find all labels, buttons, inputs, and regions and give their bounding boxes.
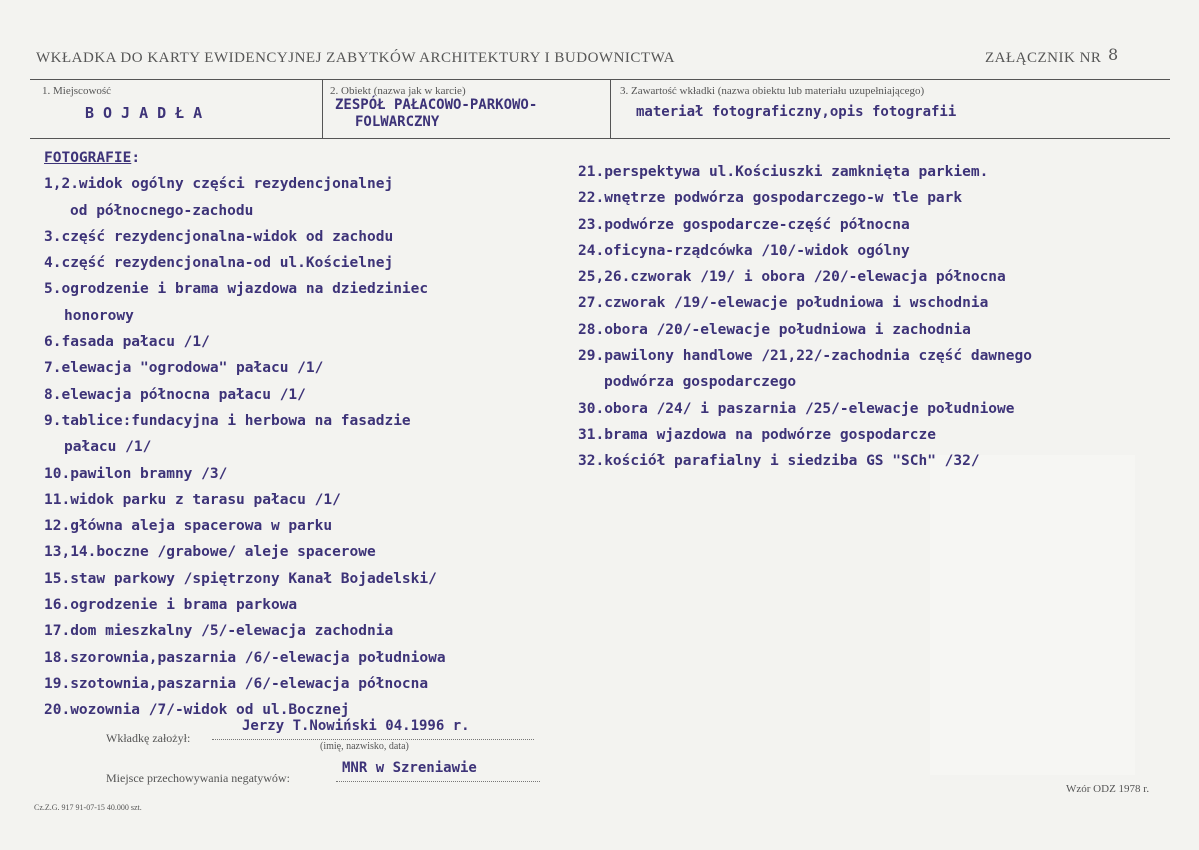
list-item: 7.elewacja "ogrodowa" pałacu /1/ (44, 360, 324, 377)
founded-hint: (imię, nazwisko, data) (320, 741, 409, 752)
list-item: pałacu /1/ (64, 439, 152, 456)
founded-value: Jerzy T.Nowiński 04.1996 r. (242, 718, 470, 734)
place-value: BOJADŁA (85, 104, 212, 122)
photo-list-right (578, 159, 1032, 475)
list-item: 18.szorownia,paszarnia /6/-elewacja południowa (44, 649, 446, 666)
form-title: WKŁADKA DO KARTY EWIDENCYJNEJ ZABYTKÓW ARCHITEKTURY I BUDOWNICTWA (36, 50, 675, 66)
list-item: 28.obora /20/-elewacje południowa i zachodnia (578, 321, 971, 338)
list-item: 12.główna aleja spacerowa w parku (44, 518, 333, 535)
list-item: 8.elewacja północna pałacu /1/ (44, 386, 306, 403)
contents-label: 3. Zawartość wkładki (nazwa obiektu lub materiału uzupełniającego) (620, 85, 925, 97)
print-code: Cz.Z.G. 917 91-07-15 40.000 szt. (34, 803, 142, 812)
section-title: FOTOGRAFIE (44, 150, 132, 166)
list-item: 6.fasada pałacu /1/ (44, 334, 210, 351)
storage-label: Miejsce przechowywania negatywów: (106, 771, 290, 785)
list-item: 23.podwórze gospodarcze-część północna (578, 216, 910, 233)
list-item: honorowy (64, 307, 134, 324)
list-item: 17.dom mieszkalny /5/-elewacja zachodnia (44, 623, 394, 640)
list-item: 4.część rezydencjonalna-od ul.Kościelnej (44, 255, 394, 272)
paper-stain (930, 455, 1135, 775)
list-item: 29.pawilony handlowe /21,22/-zachodnia część dawnego (578, 348, 1032, 365)
object-value-line1: ZESPÓŁ PAŁACOWO-PARKOWO- (335, 97, 538, 113)
attachment-label: ZAŁĄCZNIK NR (985, 50, 1102, 66)
header-top-rule (30, 79, 1170, 80)
field-divider-1 (322, 79, 323, 138)
section-colon: : (131, 150, 141, 166)
attachment-number: 8 (1108, 45, 1119, 64)
founded-line (212, 738, 534, 740)
list-item: 32.kościół parafialny i siedziba GS "SCh" /32/ (578, 453, 980, 470)
list-item: 11.widok parku z tarasu pałacu /1/ (44, 491, 341, 508)
list-item: 27.czworak /19/-elewacje południowa i wschodnia (578, 295, 989, 312)
list-item: 21.perspektywa ul.Kościuszki zamknięta parkiem. (578, 164, 989, 180)
contents-value: materiał fotograficzny,opis fotografii (636, 104, 957, 120)
list-item: 31.brama wjazdowa na podwórze gospodarcze (578, 426, 936, 443)
list-item: 24.oficyna-rządcówka /10/-widok ogólny (578, 242, 910, 259)
section-heading (44, 145, 446, 171)
founded-label: Wkładkę założył: (106, 731, 191, 745)
list-item: 20.wozownia /7/-widok od ul.Bocznej (44, 702, 350, 719)
object-label: 2. Obiekt (nazwa jak w karcie) (330, 85, 466, 97)
header-bottom-rule (30, 138, 1170, 139)
list-item: 19.szotownia,paszarnia /6/-elewacja północna (44, 675, 429, 692)
list-item: 1,2.widok ogólny części rezydencjonalnej (44, 176, 394, 193)
list-item: od północnego-zachodu (70, 202, 254, 219)
list-item: 5.ogrodzenie i brama wjazdowa na dziedziniec (44, 281, 429, 298)
list-item: 22.wnętrze podwórza gospodarczego-w tle park (578, 190, 963, 207)
photo-list-left (44, 145, 446, 724)
list-item: 30.obora /24/ i paszarnia /25/-elewacje południowe (578, 400, 1015, 417)
storage-line (336, 780, 540, 782)
list-item: 15.staw parkowy /spiętrzony Kanał Bojadelski/ (44, 570, 437, 587)
list-item: 13,14.boczne /grabowe/ aleje spacerowe (44, 544, 376, 561)
form-code: Wzór ODZ 1978 r. (1066, 783, 1150, 795)
place-label: 1. Miejscowość (42, 85, 112, 97)
list-item: 10.pawilon bramny /3/ (44, 465, 228, 482)
list-item: 16.ogrodzenie i brama parkowa (44, 597, 298, 614)
list-item: 9.tablice:fundacyjna i herbowa na fasadzie (44, 412, 411, 429)
storage-value: MNR w Szreniawie (342, 760, 477, 776)
list-item: podwórza gospodarczego (604, 374, 797, 391)
field-divider-2 (610, 79, 611, 138)
list-item: 3.część rezydencjonalna-widok od zachodu (44, 228, 394, 245)
object-value-line2: FOLWARCZNY (355, 114, 440, 130)
list-item: 25,26.czworak /19/ i obora /20/-elewacja północna (578, 269, 1006, 286)
